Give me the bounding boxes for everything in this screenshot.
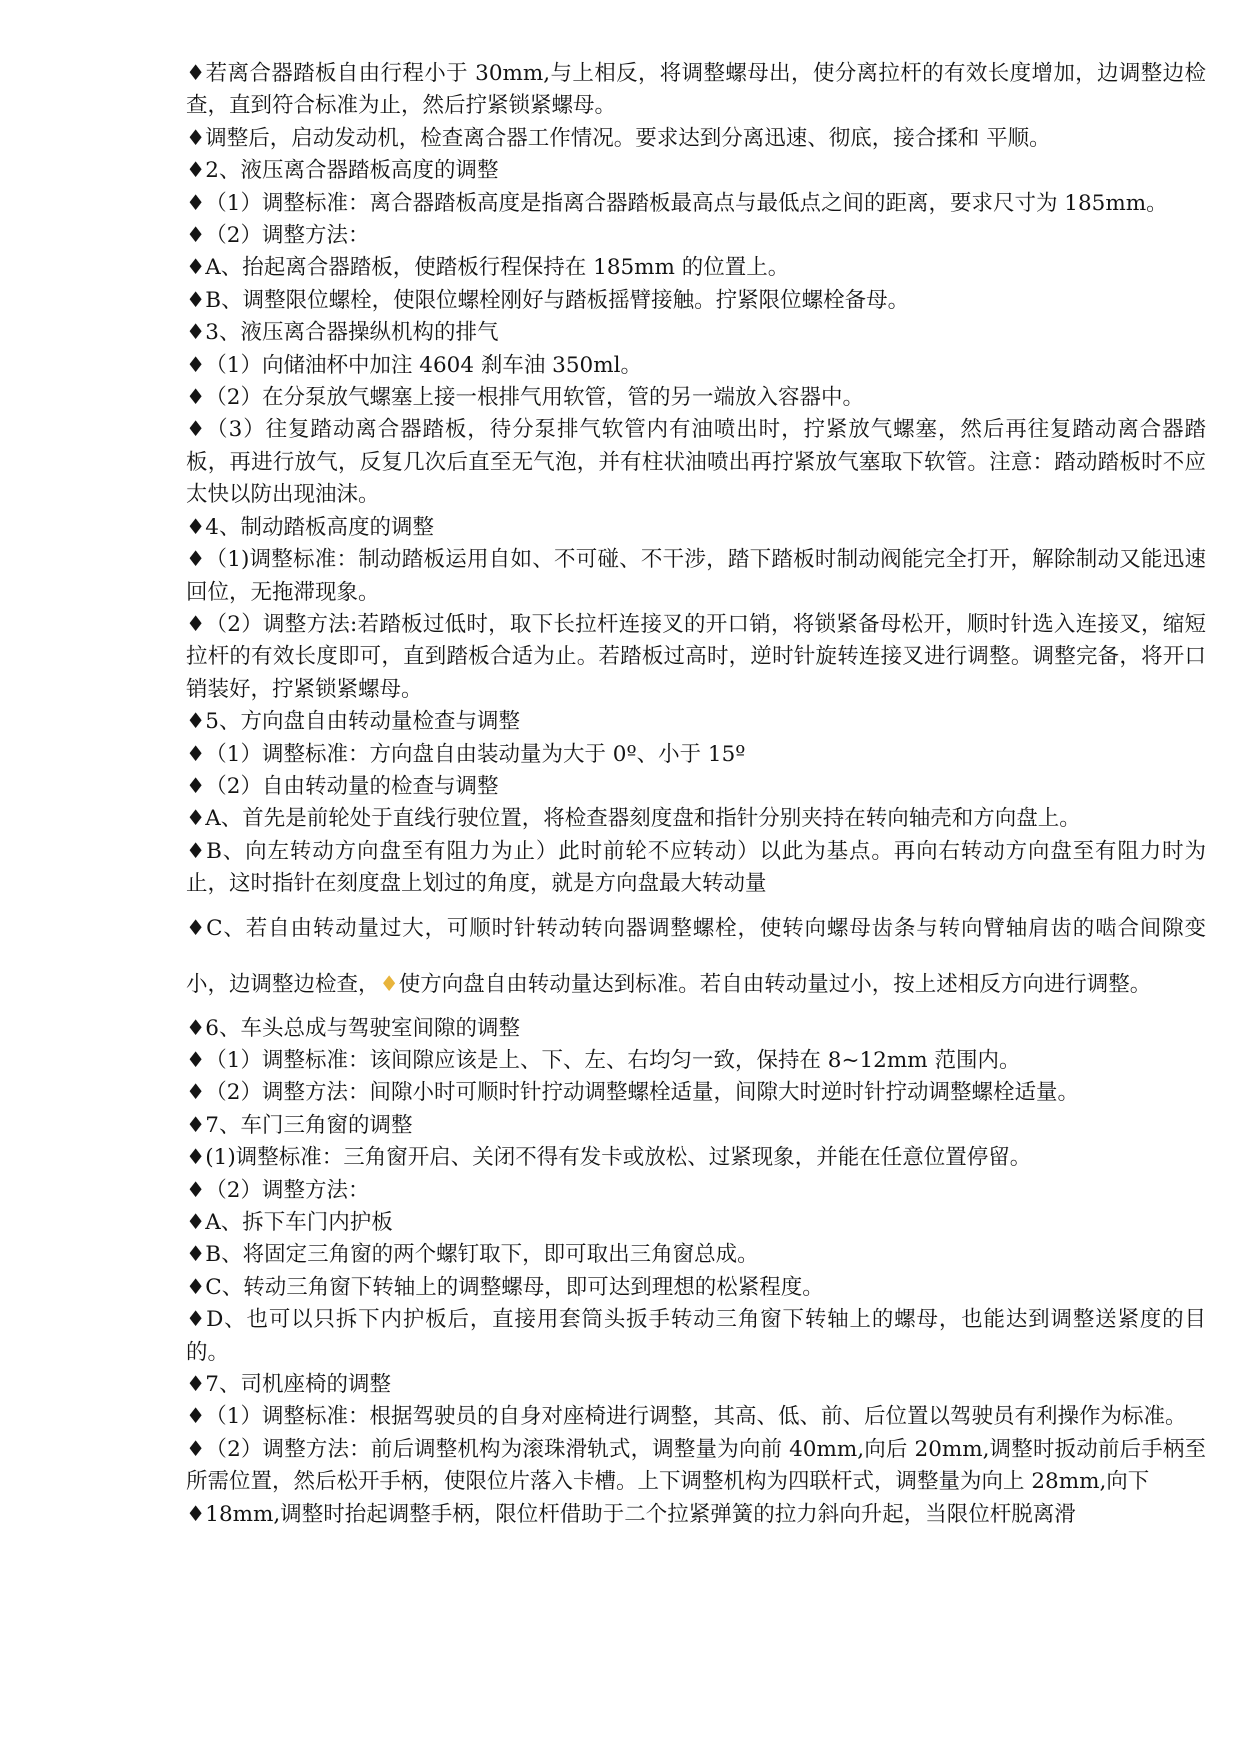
paragraph: ♦C、转动三角窗下转轴上的调整螺母，即可达到理想的松紧程度。 [186, 1274, 824, 1300]
paragraph: ♦A、首先是前轮处于直线行驶位置，将检查器刻度盘和指针分别夹持在转向轴壳和方向盘上。 [186, 806, 1081, 832]
paragraph-text: ♦C、若自由转动量过大，可顺时针转动转向器调整螺栓，使转向螺母齿条与转向臂轴肩齿的啮合间隙变小，边调整边检查， [186, 915, 1206, 997]
paragraph: ♦（2）调整方法：前后调整机构为滚珠滑轨式，调整量为向前 40mm,向后 20mm,调整时扳动前后手柄至所需位置，然后松开手柄，使限位片落入卡槽。上下调整机构为四联杆式，调整量为向上 28mm,向下 [186, 1436, 1206, 1495]
paragraph: ♦（3）往复踏动离合器踏板，待分泵排气软管内有油喷出时，拧紧放气螺塞，然后再往复踏动离合器踏板，再进行放气，反复几次后直至无气泡，并有柱状油喷出再拧紧放气塞取下软管。注意：踏动踏板时不应太快以防出现油沫。 [186, 417, 1206, 508]
paragraph: ♦（2）自由转动量的检查与调整 [186, 773, 499, 799]
paragraph: ♦（1)调整标准：制动踏板运用自如、不可碰、不干涉，踏下踏板时制动阀能完全打开，解除制动又能迅速回位，无拖滞现象。 [186, 547, 1206, 605]
paragraph: ♦调整后，启动发动机，检查离合器工作情况。要求达到分离迅速、彻底，接合揉和 平顺。 [186, 125, 1051, 151]
paragraph: ♦（1）向储油杯中加注 4604 刹车油 350ml。 [186, 352, 642, 378]
section-heading: ♦5、方向盘自由转动量检查与调整 [186, 709, 520, 735]
paragraph: ♦（2）调整方法:若踏板过低时，取下长拉杆连接叉的开口销，将锁紧备母松开，顺时针选入连接叉，缩短拉杆的有效长度即可，直到踏板合适为止。若踏板过高时，逆时针旋转连接叉进行调整。调整完备，将开口销装好，拧紧锁紧螺母。 [186, 611, 1206, 702]
section-heading: ♦6、车头总成与驾驶室间隙的调整 [186, 1015, 520, 1041]
paragraph: ♦（2）调整方法： [186, 1177, 370, 1203]
section-heading: ♦7、司机座椅的调整 [186, 1372, 391, 1398]
paragraph: ♦（1）调整标准：方向盘自由装动量为大于 0º、小于 15º [186, 741, 746, 767]
paragraph: ♦B、向左转动方向盘至有阻力为止）此时前轮不应转动）以此为基点。再向右转动方向盘至有阻力时为止，这时指针在刻度盘上划过的角度，就是方向盘最大转动量 [186, 838, 1206, 897]
paragraph: ♦D、也可以只拆下内护板后，直接用套筒头扳手转动三角窗下转轴上的螺母，也能达到调整送紧度的目的。 [186, 1307, 1206, 1365]
paragraph: ♦（2）在分泵放气螺塞上接一根排气用软管，管的另一端放入容器中。 [186, 385, 864, 411]
paragraph: ♦（1）调整标准：该间隙应该是上、下、左、右均匀一致，保持在 8~12mm 范围内。 [186, 1047, 1021, 1073]
paragraph: ♦（2）调整方法： [186, 223, 370, 249]
section-heading: ♦2、液压离合器踏板高度的调整 [186, 158, 499, 184]
paragraph: ♦(1)调整标准：三角窗开启、关闭不得有发卡或放松、过紧现象，并能在任意位置停留。 [186, 1145, 1032, 1171]
diamond-icon: ♦ [379, 971, 399, 997]
paragraph [186, 901, 1206, 1013]
paragraph: ♦B、将固定三角窗的两个螺钉取下，即可取出三角窗总成。 [186, 1242, 759, 1268]
paragraph: ♦A、拆下车门内护板 [186, 1210, 393, 1235]
paragraph: ♦（2）调整方法：间隙小时可顺时针拧动调整螺栓适量，间隙大时逆时针拧动调整螺栓适量。 [186, 1080, 1079, 1106]
section-heading: ♦4、制动踏板高度的调整 [186, 514, 434, 540]
section-heading: ♦7、车门三角窗的调整 [186, 1112, 413, 1138]
paragraph: ♦18mm,调整时抬起调整手柄，限位杆借助于二个拉紧弹簧的拉力斜向升起，当限位杆脱离滑 [186, 1501, 1076, 1527]
document-body [186, 58, 1206, 1531]
paragraph-text: 使方向盘自由转动量达到标准。若自由转动量过小，按上述相反方向进行调整。 [398, 971, 1152, 997]
paragraph: ♦（1）调整标准：根据驾驶员的自身对座椅进行调整，其高、低、前、后位置以驾驶员有利操作为标准。 [186, 1404, 1187, 1430]
paragraph: ♦若离合器踏板自由行程小于 30mm,与上相反，将调整螺母出，使分离拉杆的有效长度增加，边调整边检查，直到符合标准为止，然后拧紧锁紧螺母。 [186, 61, 1206, 119]
paragraph: ♦（1）调整标准：离合器踏板高度是指离合器踏板最高点与最低点之间的距离，要求尺寸为 185mm。 [186, 190, 1168, 216]
section-heading: ♦3、液压离合器操纵机构的排气 [186, 320, 499, 346]
paragraph: ♦B、调整限位螺栓，使限位螺栓刚好与踏板摇臂接触。拧紧限位螺栓备母。 [186, 287, 910, 313]
paragraph: ♦A、抬起离合器踏板，使踏板行程保持在 185mm 的位置上。 [186, 255, 790, 281]
